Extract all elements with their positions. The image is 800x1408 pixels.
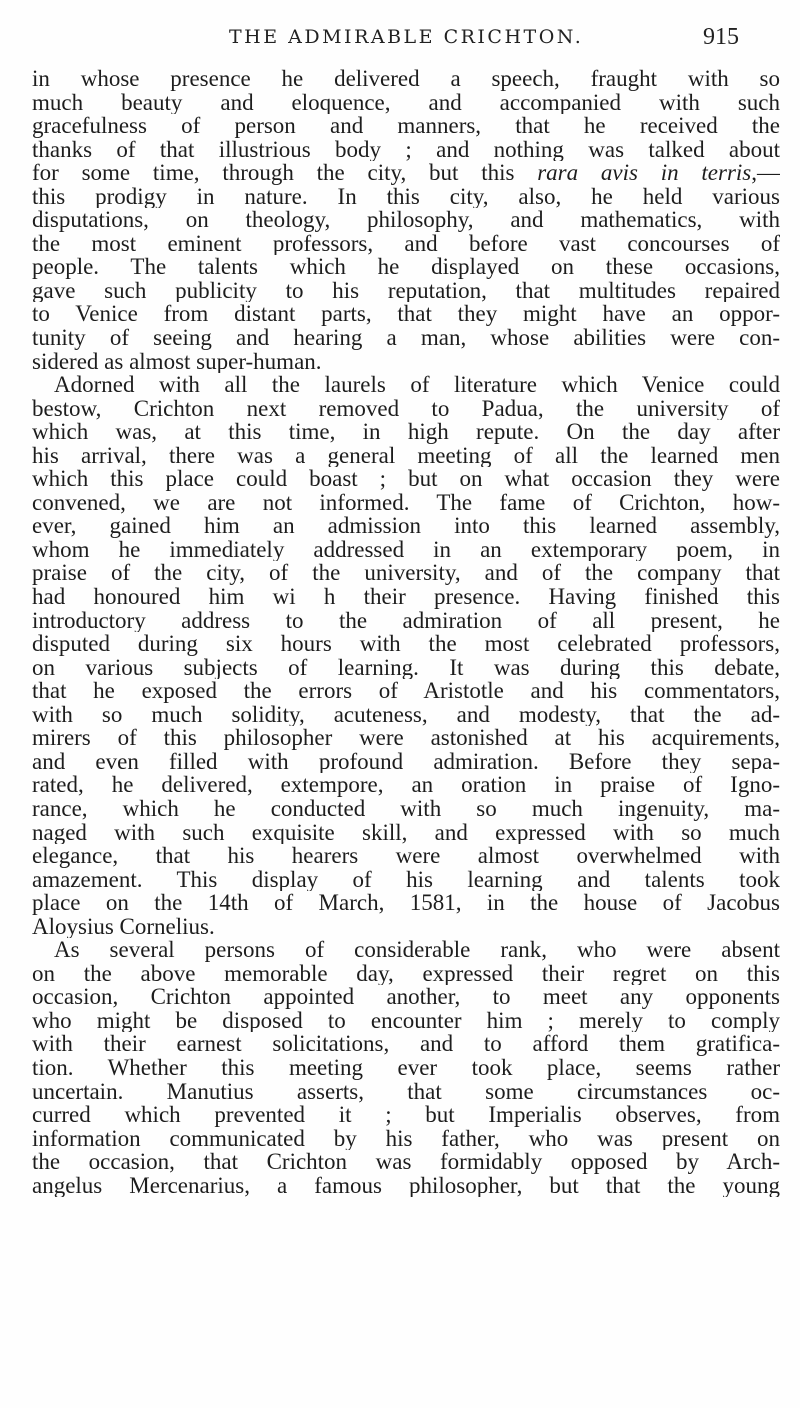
page-number: 915 [703,24,739,50]
text-line: who might be disposed to encounter him ; merely to comply [32,1008,780,1033]
text-line: place on the 14th of March, 1581, in the house of Jacobus [32,891,780,915]
text-line: elegance, that his hearers were almost overwhelmed with [32,844,780,868]
text-line: convened, we are not informed. The fame of Crichton, how- [32,490,780,515]
text-line: gracefulness of person and manners, that he received the [32,114,780,138]
text-line: the most eminent professors, and before vast concourses of [32,231,780,256]
text-line: uncertain. Manutius asserts, that some circumstances oc- [32,1079,780,1104]
text-line: occasion, Crichton appointed another, to meet any opponents [32,985,780,1009]
text-line: Aloysius Cornelius. [32,914,215,939]
text-line: mirers of this philosopher were astonished at his acquirements, [32,726,780,750]
text-line: amazement. This display of his learning and talents took [32,867,780,892]
text-line: information communicated by his father, who was present on [32,1126,780,1151]
text-line: gave such publicity to his reputation, that multitudes repaired [32,278,780,303]
text-line: in whose presence he delivered a speech, fraught with so [32,67,780,91]
text-line: with their earnest solicitations, and to afford them gratifica- [32,1032,780,1056]
text-line: people. The talents which he displayed on these occasions, [32,255,780,279]
text-line: tunity of seeing and hearing a man, whose abilities were con- [32,326,780,350]
text-line: this prodigy in nature. In this city, also, he held various [32,184,780,209]
text-line: tion. Whether this meeting ever took place, seems rather [32,1055,780,1080]
text-line: naged with such exquisite skill, and expressed with so much [32,820,780,845]
running-head [0,26,800,56]
text-line: praise of the city, of the university, and of the company that [32,561,780,586]
text-line: curred which prevented it ; but Imperialis observes, from [32,1103,780,1127]
text-line: much beauty and eloquence, and accompanied with such [32,90,780,115]
text-line: disputations, on theology, philosophy, and mathematics, with [32,208,780,232]
text-line: his arrival, there was a general meeting of all the learned men [32,443,780,468]
running-title: THE ADMIRABLE CRICHTON. [229,26,584,48]
text-line: on the above memorable day, expressed their regret on this [32,961,780,986]
text-line: to Venice from distant parts, that they might have an oppor- [32,302,780,327]
text-line: with so much solidity, acuteness, and modesty, that the ad- [32,702,780,727]
paragraph-start-line: As several persons of considerable rank, who were absent [54,938,780,962]
text-line: disputed during six hours with the most celebrated professors, [32,632,780,656]
text-line: angelus Mercenarius, a famous philosopher, but that the young [32,1173,780,1198]
text-line: introductory address to the admiration of all present, he [32,608,780,633]
text-line: on various subjects of learning. It was during this debate, [32,655,780,680]
text-line: which was, at this time, in high repute. On the day after [32,420,780,444]
text-line: which this place could boast ; but on what occasion they were [32,467,780,491]
text-line: that he exposed the errors of Aristotle and his commentators, [32,679,780,703]
text-line: had honoured him wi h their presence. Having finished this [32,585,780,609]
text-line: and even filled with profound admiration. Before they sepa- [32,749,780,774]
text-line: rance, which he conducted with so much ingenuity, ma- [32,796,780,821]
text-line: for some time, through the city, but this rara avis in terris,— [32,161,780,185]
text-line: ever, gained him an admission into this learned assembly, [32,514,780,538]
body-text [32,67,780,1197]
text-line: rated, he delivered, extempore, an oration in praise of Igno- [32,773,780,797]
text-line: the occasion, that Crichton was formidably opposed by Arch- [32,1150,780,1174]
latin-phrase: rara avis in terris [537,161,752,185]
text-line: whom he immediately addressed in an extemporary poem, in [32,537,780,562]
text-line: sidered as almost super-human. [32,349,322,374]
text-line: bestow, Crichton next removed to Padua, the university of [32,396,780,421]
text-line: thanks of that illustrious body ; and nothing was talked about [32,137,780,162]
paragraph-start-line: Adorned with all the laurels of literature which Venice could [54,373,780,397]
